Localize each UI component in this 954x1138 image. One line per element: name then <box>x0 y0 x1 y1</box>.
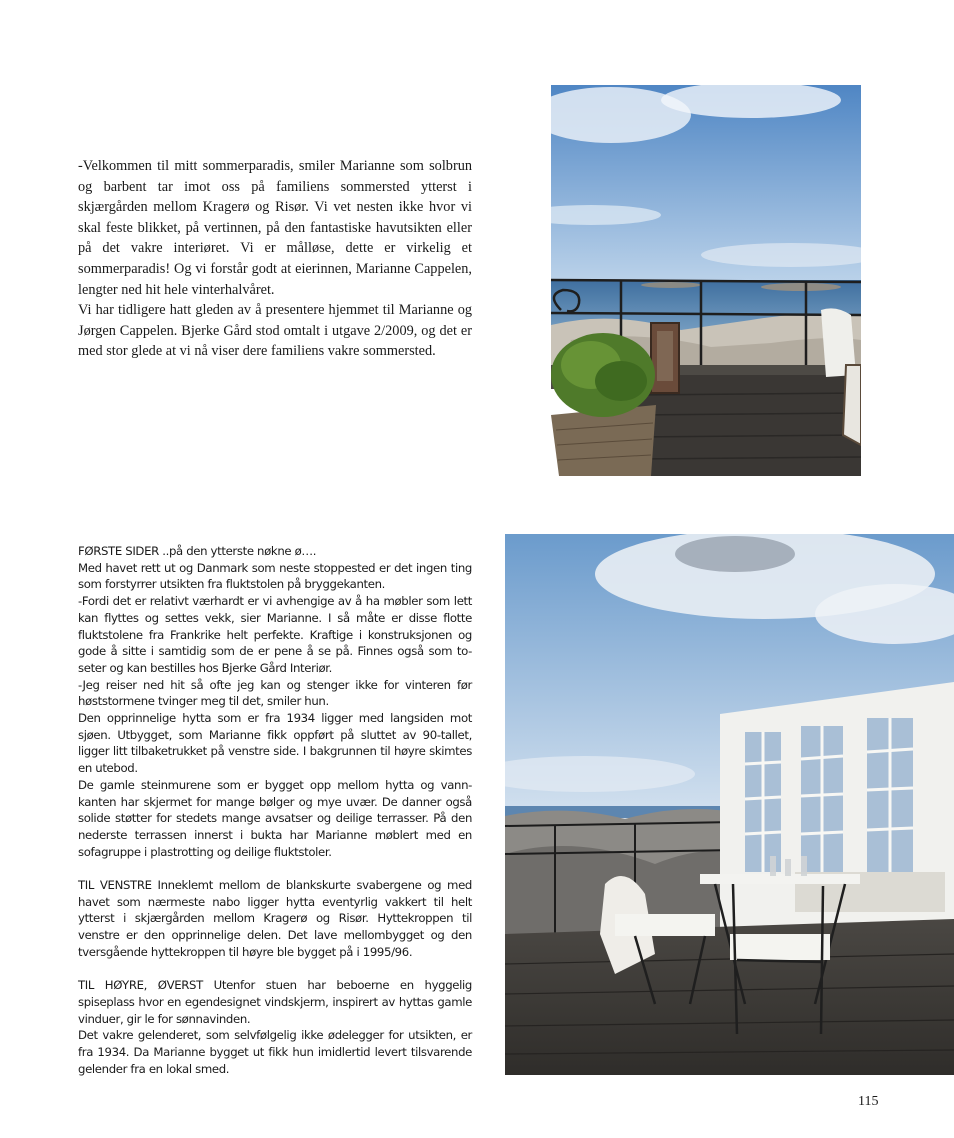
body-paragraph: Det vakre gelenderet, som selvfølgelig ikke ødelegger for utsikten, er fra 1934. Da Marianne bygget ut fikk hun imidlertid levert tilsvarende gelender fra en lokal smed. <box>78 1028 472 1076</box>
terrace-sea-view-photo <box>551 85 861 476</box>
intro-paragraph-2: Vi har tidligere hatt gleden av å presentere hjemmet til Marianne og Jørgen Cappelen. Bjerke Gård stod omtalt i utgave 2/2009, og det er med stor glede at vi nå viser dere familiens vakre sommersted. <box>78 302 472 360</box>
body-paragraph: Med havet rett ut og Danmark som neste stoppested er det ingen ting som forstyrrer utsikten fra fluktstolen på bryggekanten. <box>78 560 472 592</box>
body-paragraph: -Jeg reiser ned hit så ofte jeg kan og stenger ikke for vinteren før høststormene tvinger meg til det, smiler hun. <box>78 677 472 709</box>
body-paragraph: -Fordi det er relativt værhardt er vi avhengige av å ha møbler som lett kan flyttes og settes vekk, sier Marianne. I så måte er disse flotte fluktstolene fra Frankrike helt perfekte. Kraftige i konstruksjonen og gode å sitte i samtidig som de er pene å se på. Finnes også som to-seter og kan bestilles hos Bjerke Gård Interiør. <box>78 594 472 675</box>
intro-text <box>78 156 472 362</box>
page-number: 115 <box>858 1094 879 1109</box>
article-body-text <box>78 543 472 1077</box>
caption-til-venstre: TIL VENSTRE Inneklemt mellom de blankskurte svabergene og med havet som nærmeste nabo ligger hytta eventyrlig vakkert til helt ytterst i skjærgården mellom Kragerø og Risør. Hyttekroppen til venstre er den opprinnelige delen. Det lave mellombygget og den tversgående hyttekroppen til høyre ble bygget på i 1995/96. <box>78 878 472 959</box>
body-paragraph: FØRSTE SIDER ..på den ytterste nøkne ø…. <box>78 544 317 558</box>
dining-terrace-photo <box>505 534 954 1075</box>
body-paragraph: Den opprinnelige hytta som er fra 1934 ligger med langsiden mot sjøen. Utbygget, som Marianne fikk oppført på sluttet av 90-tallet, ligger litt tilbaketrukket på venstre side. I bakgrunnen til høyre skimtes en utebod. <box>78 711 472 776</box>
caption-til-hoyre: TIL HØYRE, ØVERST Utenfor stuen har beboerne en hyggelig spiseplass hvor en egendesignet vindskjerm, inspirert av hyttas gamle vinduer, gir le for sønnavinden. <box>78 978 472 1026</box>
intro-paragraph-1: -Velkommen til mitt sommerparadis, smiler Marianne som solbrun og barbent tar imot oss på familiens sommersted ytterst i skjærgården mellom Kragerø og Risør. Vi vet nesten ikke hvor vi skal feste blikket, på vertinnen, på den fantastiske havutsikten eller på det vakre interiøret. Vi er målløse, dette er virkelig et sommerparadis! Og vi forstår godt at eierinnen, Marianne Cappelen, lengter ned hit hele vinterhalvåret. <box>78 158 472 298</box>
body-paragraph: De gamle steinmurene som er bygget opp mellom hytta og vann-kanten har skjermet for mange bølger og mye uvær. De danner også solide støtter for stedets mange avsatser og deilige terrasser. På den nederste terrassen innerst i bukta har Marianne møblert med en sofagruppe i plastrotting og deilige fluktstoler. <box>78 777 472 859</box>
